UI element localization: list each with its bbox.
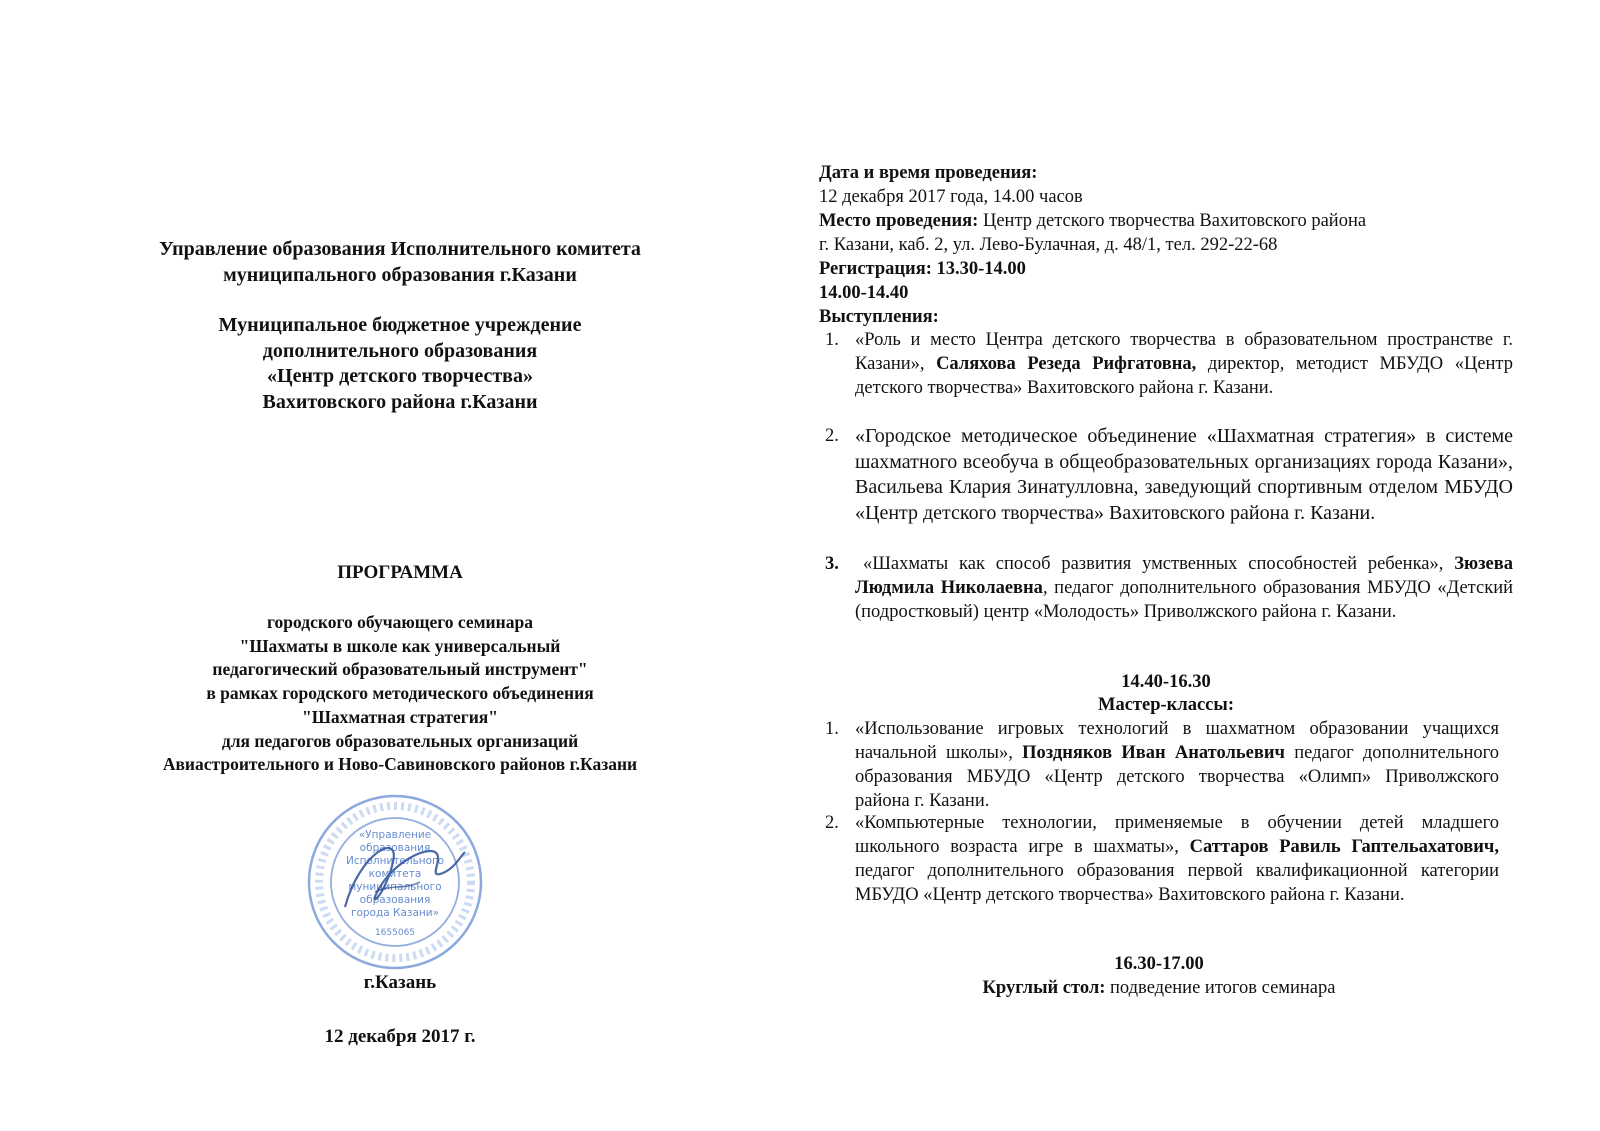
header-institution-line: «Центр детского творчества» (267, 365, 533, 387)
datetime-value: 12 декабря 2017 года, 14.00 часов (819, 187, 1083, 207)
speech-number: 3. (825, 554, 839, 574)
header-institution-line: дополнительного образования (262, 339, 538, 362)
place-label: Место проведения: (819, 211, 979, 231)
time-masterclasses: 14.40-16.30 (1121, 672, 1211, 692)
header-committee (100, 236, 700, 288)
time-roundtable: 16.30-17.00 (1114, 954, 1204, 974)
header-committee-line: муниципального образования г.Казани (223, 264, 577, 286)
speaker-name: Саляхова Резеда Рифгатовна, (936, 354, 1197, 374)
program-line: педагогический образовательный инструмент" (212, 659, 588, 680)
header-committee-line: Управление образования Исполнительного комитета (159, 238, 641, 260)
stamp-line: города Казани» (350, 907, 440, 919)
program-line: "Шахматная стратегия" (302, 706, 498, 727)
document-date: 12 декабря 2017 г. (324, 1026, 476, 1047)
speaker-role: , педагог дополнительного образования МБУДО «Детский (подростковый) центр «Молодость» Приволжского района г. Казани. (855, 578, 1513, 622)
speech-text (855, 552, 1513, 624)
stamp-line: образования (359, 842, 431, 854)
masterclasses-label: Мастер-классы: (1098, 695, 1234, 715)
program-line: для педагогов образовательных организаций (221, 730, 579, 751)
speaker-name: Зюзева Людмила Николаевна (855, 554, 1513, 598)
speech-text (855, 328, 1513, 400)
header-institution (100, 313, 700, 415)
masterclass-number: 2. (825, 813, 839, 833)
program-line: "Шахматы в школе как универсальный (239, 635, 561, 656)
speech-number: 2. (825, 426, 839, 446)
speech-number: 1. (825, 330, 839, 350)
right-page (819, 0, 1519, 1131)
roundtable-label: Круглый стол: (982, 978, 1106, 998)
program-title: ПРОГРАММА (337, 562, 463, 583)
stamp-line: образования (359, 894, 431, 906)
masterclass-text (855, 717, 1499, 813)
stamp-number: 1655065 (374, 928, 416, 938)
speech-title: «Шахматы как способ развития умственных способностей ребенка», (863, 554, 1455, 574)
stamp-line: комитета (368, 868, 422, 880)
speeches-label: Выступления: (819, 307, 939, 327)
presenter-name: Поздняков Иван Анатольевич (1022, 743, 1285, 763)
presenter-role: педагог дополнительного образования первой квалификационной категории МБУДО «Центр детского творчества» Вахитовского района г. Казани. (855, 861, 1499, 905)
masterclass-title: «Компьютерные технологии, применяемые в обучении детей младшего школьного возраста игре в шахматы», (855, 813, 1499, 857)
program-line: в рамках городского методического объединения (206, 683, 594, 704)
presenter-role: педагог дополнительного образования МБУДО «Центр детского творчества «Олимп» Приволжского района г. Казани. (855, 743, 1499, 811)
place-line (819, 209, 1366, 233)
roundtable-line (819, 976, 1499, 1000)
stamp-line: Исполнительного (345, 855, 445, 867)
header-institution-line: Вахитовского района г.Казани (262, 390, 538, 413)
official-stamp (305, 792, 485, 972)
program-description (100, 611, 700, 777)
place-value: Центр детского творчества Вахитовского района (978, 211, 1367, 231)
masterclass-number: 1. (825, 719, 839, 739)
time-speeches: 14.00-14.40 (819, 283, 909, 303)
masterclass-text (855, 811, 1499, 907)
datetime-label: Дата и время проведения: (819, 163, 1038, 183)
program-line: городского обучающего семинара (267, 612, 533, 632)
stamp-line: «Управление (358, 829, 432, 841)
masterclass-title: «Использование игровых технологий в шахматном образовании учащихся начальной школы», (855, 719, 1499, 763)
city: г.Казань (363, 972, 437, 993)
presenter-name: Саттаров Равиль Гаптельахатович, (1189, 837, 1499, 857)
header-institution-line: Муниципальное бюджетное учреждение (218, 314, 582, 336)
speaker-role: директор, методист МБУДО «Центр детского творчества» Вахитовского района г. Казани. (855, 354, 1513, 398)
program-line: Авиастроительного и Ново-Савиновского районов г.Казани (162, 754, 638, 775)
speech-title: «Городское методическое объединение «Шахматная стратегия» в системе шахматного всеобуча в общеобразовательных организациях города Казани», Васильева Клария Зинатулловна, заведующий спортивным отделом МБУДО «Центр детского творчества» Вахитовского района г. Казани. (855, 425, 1513, 524)
registration: Регистрация: 13.30-14.00 (819, 259, 1026, 279)
place-address: г. Казани, каб. 2, ул. Лево-Булачная, д. 48/1, тел. 292-22-68 (819, 235, 1278, 255)
stamp-line: муниципального (348, 881, 442, 893)
roundtable-value: подведение итогов семинара (1105, 978, 1336, 998)
speech-title: «Роль и место Центра детского творчества в образовательном пространстве г. Казани», (855, 330, 1513, 374)
stamp-text (346, 829, 444, 938)
speech-text (855, 424, 1513, 526)
